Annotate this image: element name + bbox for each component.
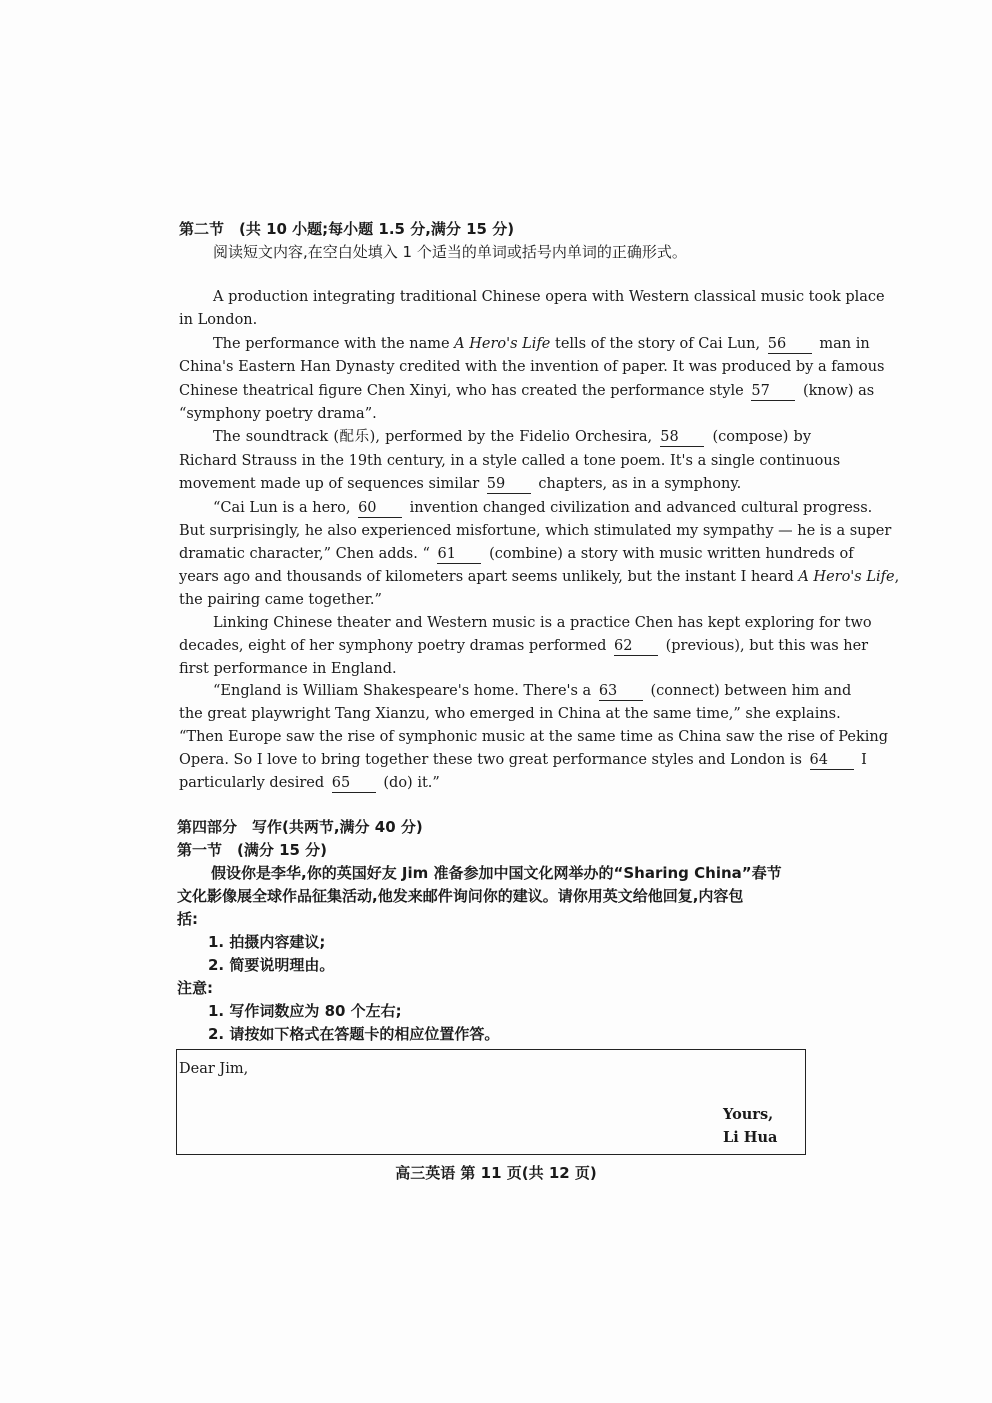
passage-text: The soundtrack (配乐), performed by the Fidelio Orchesira, <box>213 429 653 445</box>
passage-text: Opera. So I love to bring together these two great performance styles and London is <box>179 752 802 768</box>
passage-text: (previous), but this was her <box>665 638 869 654</box>
passage-line <box>179 566 900 589</box>
blank-56[interactable]: 56 <box>768 336 812 354</box>
letter-greeting: Dear Jim, <box>179 1061 249 1077</box>
passage-text: particularly desired <box>179 775 325 791</box>
passage-text: “Cai Lun is a hero, <box>213 500 351 516</box>
passage-text: (combine) a story with music written hundreds of <box>489 546 854 562</box>
part-title: 第四部分 写作(共两节,满分 40 分) <box>177 818 423 836</box>
passage-line: in London. <box>179 312 258 328</box>
passage-line: Richard Strauss in the 19th century, in a style called a tone poem. It's a single continuous <box>179 453 841 469</box>
passage-line <box>179 543 854 566</box>
passage-text: tells of the story of Cai Lun, <box>555 336 761 352</box>
passage-text: (know) as <box>802 383 875 399</box>
passage-line <box>179 380 875 403</box>
passage-text: I <box>861 752 867 768</box>
writing-prompt: 文化影像展全球作品征集活动,他发来邮件询问你的建议。请你用英文给他回复,内容包 <box>177 887 744 905</box>
passage-text: The performance with the name <box>213 336 450 352</box>
blank-57[interactable]: 57 <box>751 383 795 401</box>
passage-line <box>179 473 811 496</box>
passage-line: Linking Chinese theater and Western music is a practice Chen has kept exploring for two <box>213 615 872 631</box>
passage-line: A production integrating traditional Chinese opera with Western classical music took place <box>213 289 885 305</box>
passage-line <box>213 680 852 703</box>
passage-text: (do) it.” <box>383 775 440 791</box>
passage-line <box>179 772 811 795</box>
work-title: A Hero's Life <box>454 336 551 352</box>
prompt-item: 1. 拍摄内容建议; <box>208 933 326 951</box>
section-instruction: 阅读短文内容,在空白处填入 1 个适当的单词或括号内单词的正确形式。 <box>213 243 687 261</box>
passage-line: But surprisingly, he also experienced misfortune, which stimulated my sympathy — he is a super <box>179 523 892 539</box>
blank-60[interactable]: 60 <box>358 500 402 518</box>
passage-text: , <box>894 569 900 585</box>
work-title: A Hero's Life <box>798 569 895 585</box>
blank-65[interactable]: 65 <box>332 775 376 793</box>
passage-line <box>179 749 867 772</box>
passage-text: invention changed civilization and advanced cultural progress. <box>409 500 873 516</box>
passage-line <box>179 635 869 658</box>
section-title: 第二节 (共 10 小题;每小题 1.5 分,满分 15 分) <box>179 220 515 238</box>
letter-answer-box[interactable] <box>176 1049 806 1155</box>
writing-prompt: 括: <box>177 910 198 928</box>
passage-text: (connect) between him and <box>650 683 852 699</box>
blank-58[interactable]: 58 <box>660 429 704 447</box>
passage-line: the great playwright Tang Xianzu, who emerged in China at the same time,” she explains. <box>179 706 841 722</box>
passage-text: chapters, as in a symphony. <box>538 476 742 492</box>
passage-text: movement made up of sequences similar <box>179 476 480 492</box>
passage-text: dramatic character,” Chen adds. “ <box>179 546 430 562</box>
passage-text: years ago and thousands of kilometers apart seems unlikely, but the instant I heard <box>179 569 794 585</box>
blank-59[interactable]: 59 <box>487 476 531 494</box>
blank-62[interactable]: 62 <box>614 638 658 656</box>
letter-signature: Li Hua <box>723 1129 778 1146</box>
passage-text: (compose) by <box>712 429 812 445</box>
note-item: 2. 请按如下格式在答题卡的相应位置作答。 <box>208 1025 500 1043</box>
page-footer: 高三英语 第 11 页(共 12 页) <box>395 1164 597 1182</box>
passage-line <box>213 497 873 520</box>
prompt-item: 2. 简要说明理由。 <box>208 956 335 974</box>
passage-line: China's Eastern Han Dynasty credited with the invention of paper. It was produced by a famous <box>179 359 885 375</box>
passage-line: first performance in England. <box>179 661 397 677</box>
note-item: 1. 写作词数应为 80 个左右; <box>208 1002 402 1020</box>
blank-64[interactable]: 64 <box>810 752 854 770</box>
writing-prompt: 假设你是李华,你的英国好友 Jim 准备参加中国文化网举办的“Sharing China”春节 <box>211 864 782 882</box>
passage-line <box>213 333 870 356</box>
passage-text: decades, eight of her symphony poetry dramas performed <box>179 638 607 654</box>
passage-text: “England is William Shakespeare's home. There's a <box>213 683 592 699</box>
passage-line: “Then Europe saw the rise of symphonic music at the same time as China saw the rise of Peking <box>179 729 889 745</box>
blank-63[interactable]: 63 <box>599 683 643 701</box>
passage-text: man in <box>819 336 870 352</box>
blank-61[interactable]: 61 <box>437 546 481 564</box>
passage-line: the pairing came together.” <box>179 592 382 608</box>
note-label: 注意: <box>177 979 213 997</box>
letter-closing: Yours, <box>723 1106 774 1123</box>
passage-text: Chinese theatrical figure Chen Xinyi, who has created the performance style <box>179 383 744 399</box>
section-title: 第一节 (满分 15 分) <box>177 841 328 859</box>
passage-line <box>213 426 811 449</box>
passage-line: “symphony poetry drama”. <box>179 406 377 422</box>
